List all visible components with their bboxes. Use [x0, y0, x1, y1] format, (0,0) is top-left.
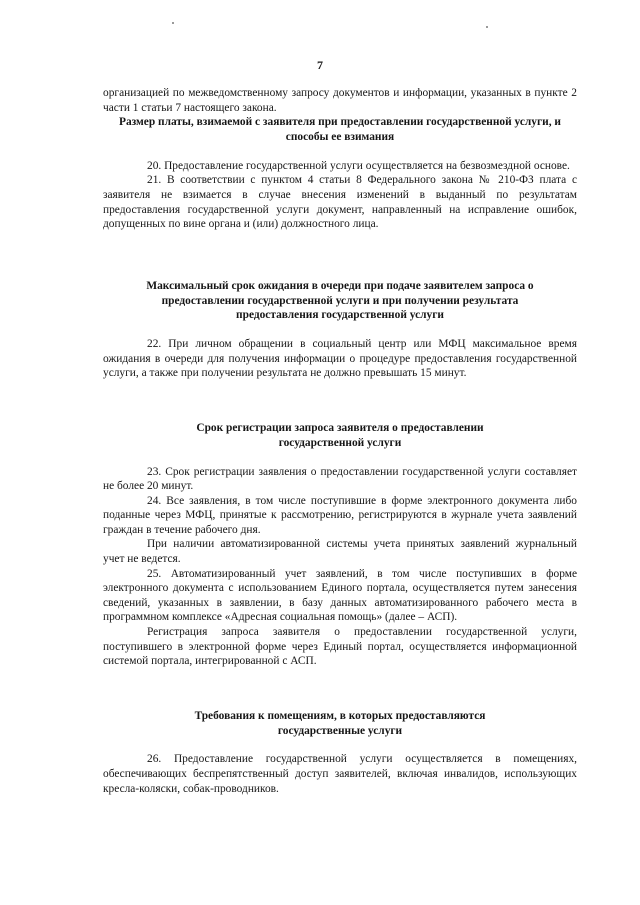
paragraph-22: 22. При личном обращении в социальный центр или МФЦ максимальное время ожидания в очереди для получения информации о процедуре предоставления государственной услуги, а также при получении результата не должно превышать 15 минут.	[103, 338, 577, 380]
scan-speck	[172, 22, 174, 24]
paragraph-25: 25. Автоматизированный учет заявлений, в том числе поступивших в форме электронного документа с использованием Единого портала, осуществляется путем занесения сведений, указанных в заявлении, в базу данных автоматизированного рабочего места в программном комплексе «Адресная социальная помощь» (далее – АСП).	[103, 567, 577, 624]
scan-speck	[486, 26, 488, 28]
paragraph-24: 24. Все заявления, в том числе поступившие в форме электронного документа либо поданные через МФЦ, принятые к рассмотрению, регистрируются в журнале учета заявлений граждан в течение рабочего дня.	[103, 494, 577, 536]
paragraph-20: 20. Предоставление государственной услуги осуществляется на безвозмездной основе.	[147, 159, 570, 172]
paragraph-25-note: Регистрация запроса заявителя о предоставлении государственной услуги, поступившего в электронной форме через Единый портал, осуществляется информационной системой портала, интегрированной с АСП.	[103, 626, 577, 668]
paragraph-26: 26. Предоставление государственной услуги осуществляется в помещениях, обеспечивающих беспрепятственный доступ заявителей, включая инвалидов, использующих кресла-коляски, собак-проводников.	[103, 753, 577, 795]
section-heading-fee: Размер платы, взимаемой с заявителя при предоставлении государственной услуги, и способы ее взимания	[118, 116, 561, 143]
document-body	[103, 86, 577, 796]
paragraph-23: 23. Срок регистрации заявления о предоставлении государственной услуги составляет не более 20 минут.	[103, 465, 577, 493]
section-heading-premises: Требования к помещениям, в которых предоставляются государственные услуги	[194, 709, 486, 737]
section-heading-registration: Срок регистрации запроса заявителя о предоставлении государственной услуги	[196, 421, 484, 449]
section-heading-queue: Максимальный срок ожидания в очереди при подаче заявителем запроса о предоставлении государственной услуги и при получении результата предоставления государственной услуги	[146, 279, 534, 322]
page-number: 7	[317, 58, 323, 72]
paragraph-24-note: При наличии автоматизированной системы учета принятых заявлений журнальный учет не ведется.	[103, 538, 577, 566]
paragraph-21: 21. В соответствии с пунктом 4 статьи 8 Федерального закона № 210-ФЗ плата с заявителя не взимается в случае внесения изменений в выданный по результатам предоставления государственной услуги документ, направленный на исправление ошибок, допущенных по вине органа и (или) должностного лица.	[103, 174, 577, 231]
paragraph-continuation: организацией по межведомственному запросу документов и информации, указанных в пункте 2 части 1 статьи 7 настоящего закона.	[103, 87, 577, 114]
